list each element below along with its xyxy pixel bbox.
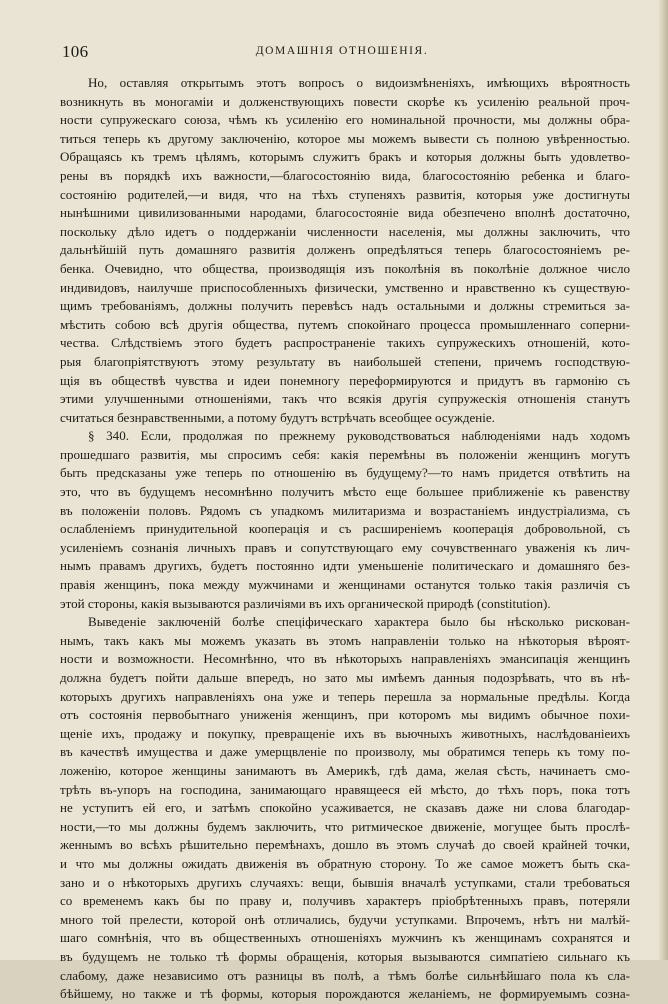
text-line: и что мы должны ожидать движенія въ обратную сторону. То же самое можетъ быть ска- [60,855,630,871]
text-line: ложенію, которое женщины занимаютъ въ Америкѣ, гдѣ дама, желая сѣсть, начинаетъ смо- [60,762,630,778]
text-line: щимъ требованіямъ, должны получить перевѣсъ надъ остальными и должны стремиться за- [60,298,630,314]
page-edge-shadow [658,0,668,960]
text-line: рены въ порядкѣ ихъ важности,—благосостоянію вида, благосостоянію ребенка и благо- [60,167,630,183]
text-line: рыя благопріятствуютъ этому результату въ наибольшей степени, причемъ господствую- [60,353,630,369]
text-line: нымъ правамъ другихъ, будетъ постоянно идти уменьшеніе политическаго и домашняго без- [60,558,630,574]
text-line: женнымъ во всѣхъ рѣшительно перемѣнахъ, дошло въ этомъ случаѣ до своей крайней точки, [60,837,630,853]
text-line: которыхъ другихъ направленіяхъ она уже и теперь перешла за нормальные предѣлы. Когда [60,688,630,704]
text-line: это, что въ будущемъ несомнѣнно получитъ мѣсто еще большее приближеніе къ равенству [60,484,630,500]
page-number: 106 [62,42,89,61]
text-line: ности супружескаго союза, чѣмъ къ усиленію его номинальной прочности, мы должны обра- [60,112,630,128]
text-line: щія въ обществѣ чувства и идеи понемногу переформируются и придутъ въ гармонію съ [60,372,630,388]
text-line: этими улучшенными отношеніями, такъ что всякія другія супружескія отношенія станутъ [60,391,630,407]
text-line: нынѣшними цивилизованными народами, благосостояніе вида обезпечено вполнѣ достаточно, [60,205,630,221]
text-line: должна будетъ пойти дальше впередъ, но зато мы имѣемъ данныя подозрѣвать, что въ нѣ- [60,670,630,685]
text-line: отъ состоянія первобытнаго униженія женщинъ, при которомъ мы видимъ обычное похи- [60,707,630,723]
text-line: зано и о нѣкоторыхъ другихъ случаяхъ: вещи, бывшія вначалѣ уступками, стали требоваться [60,874,630,890]
text-line: нымъ, такъ какъ мы можемъ указать въ этомъ направленіи только на нѣкоторыя вѣроят- [60,632,630,648]
text-line: считаться безнравственными, а потому будутъ встрѣчать всеобщее осужденіе. [60,409,495,425]
text-line: въ будущемъ не только тѣ формы обращенія, которыя вызываются симпатіею сильнаго къ [60,948,630,964]
text-line: въ качествѣ имущества и даже умерщвленіе по произволу, мы обратимся теперь къ тому по- [60,744,630,760]
text-line: въ положеніи половъ. Рядомъ съ упадкомъ милитаризма и возрастаніемъ индустріализма, съ [60,502,630,518]
text-line: правія женщинъ, пока между мужчинами и женщинами останутся только такія различія съ [60,577,630,593]
text-line: шаго сомнѣнія, что въ общественныхъ отношеніяхъ мужчинъ къ женщинамъ сохранятся и [60,930,630,946]
text-line: возникнуть въ моногаміи и долженствующихъ повести скорѣе къ усиленію реальной проч- [60,93,630,109]
text-line: этой стороны, какія вызываются различіями въ ихъ органической природѣ (constitution). [60,595,551,611]
text-line: Обращаясь къ тремъ цѣлямъ, которымъ служитъ бракъ и которыя должны быть удовлетво- [60,149,630,165]
text-line: ности и возможности. Несомнѣнно, что въ нѣкоторыхъ направленіяхъ эмансипація женщинъ [60,651,630,667]
text-line: бѣйшему, но также и тѣ формы, которыя порождаются желаніемъ, не формируемымъ созна- [60,986,630,1002]
text-line: усиленіемъ сознанія личныхъ правъ и сопутствующаго ему сочувственнаго уваженія къ лич- [60,539,630,555]
text-line: состоянію родителей,—и видя, что на тѣхъ ступеняхъ развитія, которыя уже достигнуты [60,186,630,202]
text-line: слабому, даже независимо отъ разницы въ полѣ, а тѣмъ болѣе сильнѣйшаго пола къ сла- [60,967,630,983]
text-line: много той прелести, которой онѣ отличались, будучи уступками. Впрочемъ, нѣтъ ни малѣй- [60,911,630,927]
text-line: ослабленіемъ принудительной кооперація и съ расширеніемъ кооперація добровольной, съ [60,521,630,537]
running-head: ДОМАШНІЯ ОТНОШЕНІЯ. [255,45,429,57]
text-line: щеніе ихъ, продажу и покупку, превращеніе ихъ въ вьючныхъ животныхъ, наслѣдованіеихъ [60,725,630,741]
body-text [60,74,630,1004]
text-line: чества. Слѣдствіемъ этого будетъ распространеніе такихъ супружескихъ отношеній, кото- [60,335,630,351]
text-line: дальнѣйшій путь домашняго развитія долженъ опредѣляться теперь благосостояніемъ ре- [60,242,630,258]
text-line: не уступитъ ей его, и затѣмъ спокойно усаживается, не сказавъ даже ни слова благодар- [60,800,630,816]
text-line: со временемъ какъ бы по праву и, получивъ характеръ пріобрѣтенныхъ правъ, потеряли [60,893,630,909]
text-line: § 340. Если, продолжая по прежнему руководствоваться наблюденіями надъ ходомъ [88,428,630,444]
text-line: Но, оставляя открытымъ этотъ вопросъ о видоизмѣненіяхъ, имѣющихъ вѣроятность [88,75,630,90]
text-line: трѣть въ-упоръ на господина, занимающаго нравящееся ей мѣсто, до тѣхъ поръ, пока тотъ [60,781,630,797]
text-line: индивидовъ, наилучше приспособленныхъ физически, умственно и нравственно къ существую- [60,279,630,295]
text-line: мѣстить собою всѣ другія общества, путемъ спокойнаго процесса промышленнаго соперни- [60,316,630,332]
text-line: прошедшаго развитія, мы спросимъ себя: какія перемѣны въ положеніи женщинъ могутъ [60,446,630,462]
page-header [62,42,622,62]
text-line: Выведеніе заключеній болѣе спеціфическаго характера было бы нѣсколько рискован- [88,614,630,630]
text-line: титься теперь къ другому заключенію, которое мы можемъ вывести съ полною увѣренностью. [60,130,630,146]
text-line: бенка. Очевидно, что общества, производящія изъ поколѣнія въ поколѣніе должное число [60,260,630,276]
text-line: быть предсказаны уже теперь по отношенію въ будущему?—то намъ придется отвѣтить на [60,465,630,481]
text-line: ности,—то мы должны будемъ заключить, что ритмическое движеніе, могущее быть прослѣ- [60,818,630,834]
text-line: поскольку дѣло идетъ о поддержаніи численности населенія, мы должны заключить, что [60,223,630,239]
